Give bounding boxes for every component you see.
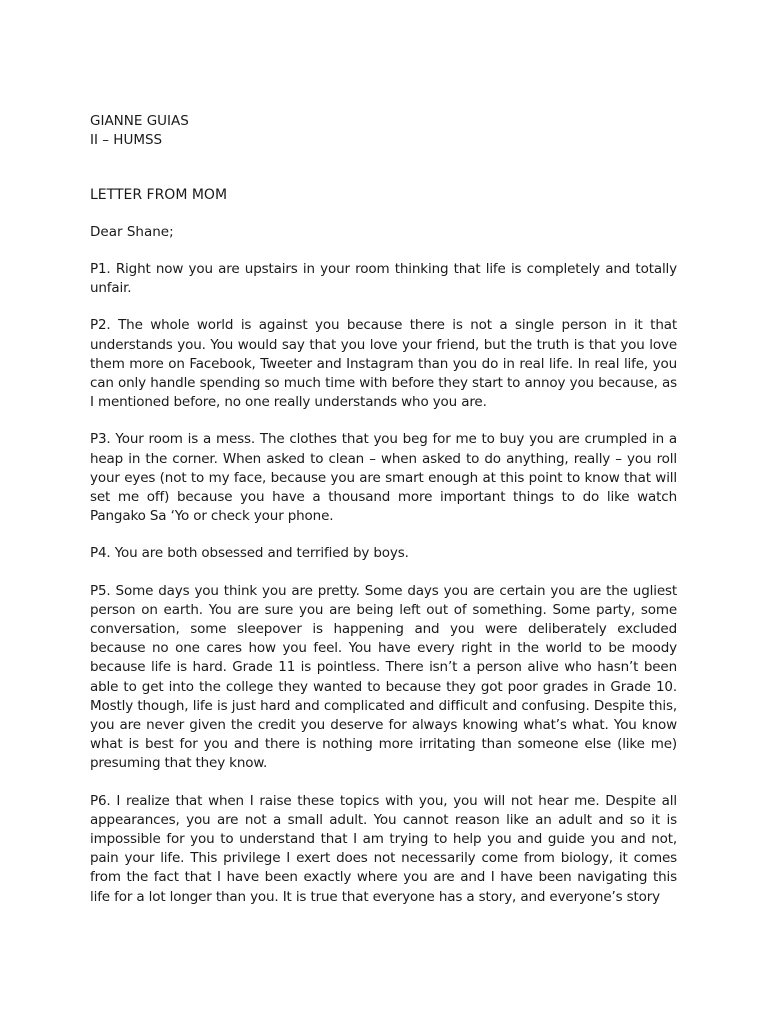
author-name: GIANNE GUIAS (90, 113, 189, 129)
class-section: II – HUMSS (90, 132, 163, 148)
letter-title: LETTER FROM MOM (90, 187, 228, 203)
paragraph-p3: P3. Your room is a mess. The clothes that you beg for me to buy you are crumpled in a heap in the corner. When asked to clean – when asked to do anything, really – you roll your eyes (not to my face, because you are smart enough at this point to know that will set me off) because you have a thousand more important things to do like watch Pangako Sa ‘Yo or check your phone. (90, 431, 677, 525)
paragraph-p2: P2. The whole world is against you because there is not a single person in it that understands you. You would say that you love your friend, but the truth is that you love them more on Facebook, Tweeter and Instagram than you do in real life. In real life, you can only handle spending so much time with before they start to annoy you because, as I mentioned before, no one really understands who you are. (90, 317, 677, 411)
paragraph-p1: P1. Right now you are upstairs in your room thinking that life is completely and totally unfair. (90, 261, 677, 297)
paragraph-p4: P4. You are both obsessed and terrified by boys. (90, 545, 409, 562)
paragraph-p5: P5. Some days you think you are pretty. Some days you are certain you are the ugliest person on earth. You are sure you are being left out of something. Some party, some conversation, some sleepover is happening and you were deliberately excluded because no one cares how you feel. You have every right in the world to be moody because life is hard. Grade 11 is pointless. There isn’t a person alive who hasn’t been able to get into the college they wanted to because they got poor grades in Grade 10. Mostly though, life is just hard and complicated and difficult and confusing. Despite this, you are never given the credit you deserve for always knowing what’s what. You know what is best for you and there is nothing more irritating than someone else (like me) presuming that they know. (90, 582, 677, 772)
paragraph-p6: P6. I realize that when I raise these topics with you, you will not hear me. Despite all appearances, you are not a small adult. You cannot reason like an adult and so it is impossible for you to understand that I am trying to help you and guide you and not, pain your life. This privilege I exert does not necessarily come from biology, it comes from the fact that I have been exactly where you are and I have been navigating this life for a lot longer than you. It is true that everyone has a story, and everyone’s story (90, 792, 677, 905)
salutation: Dear Shane; (90, 224, 174, 240)
document-page (90, 112, 677, 907)
